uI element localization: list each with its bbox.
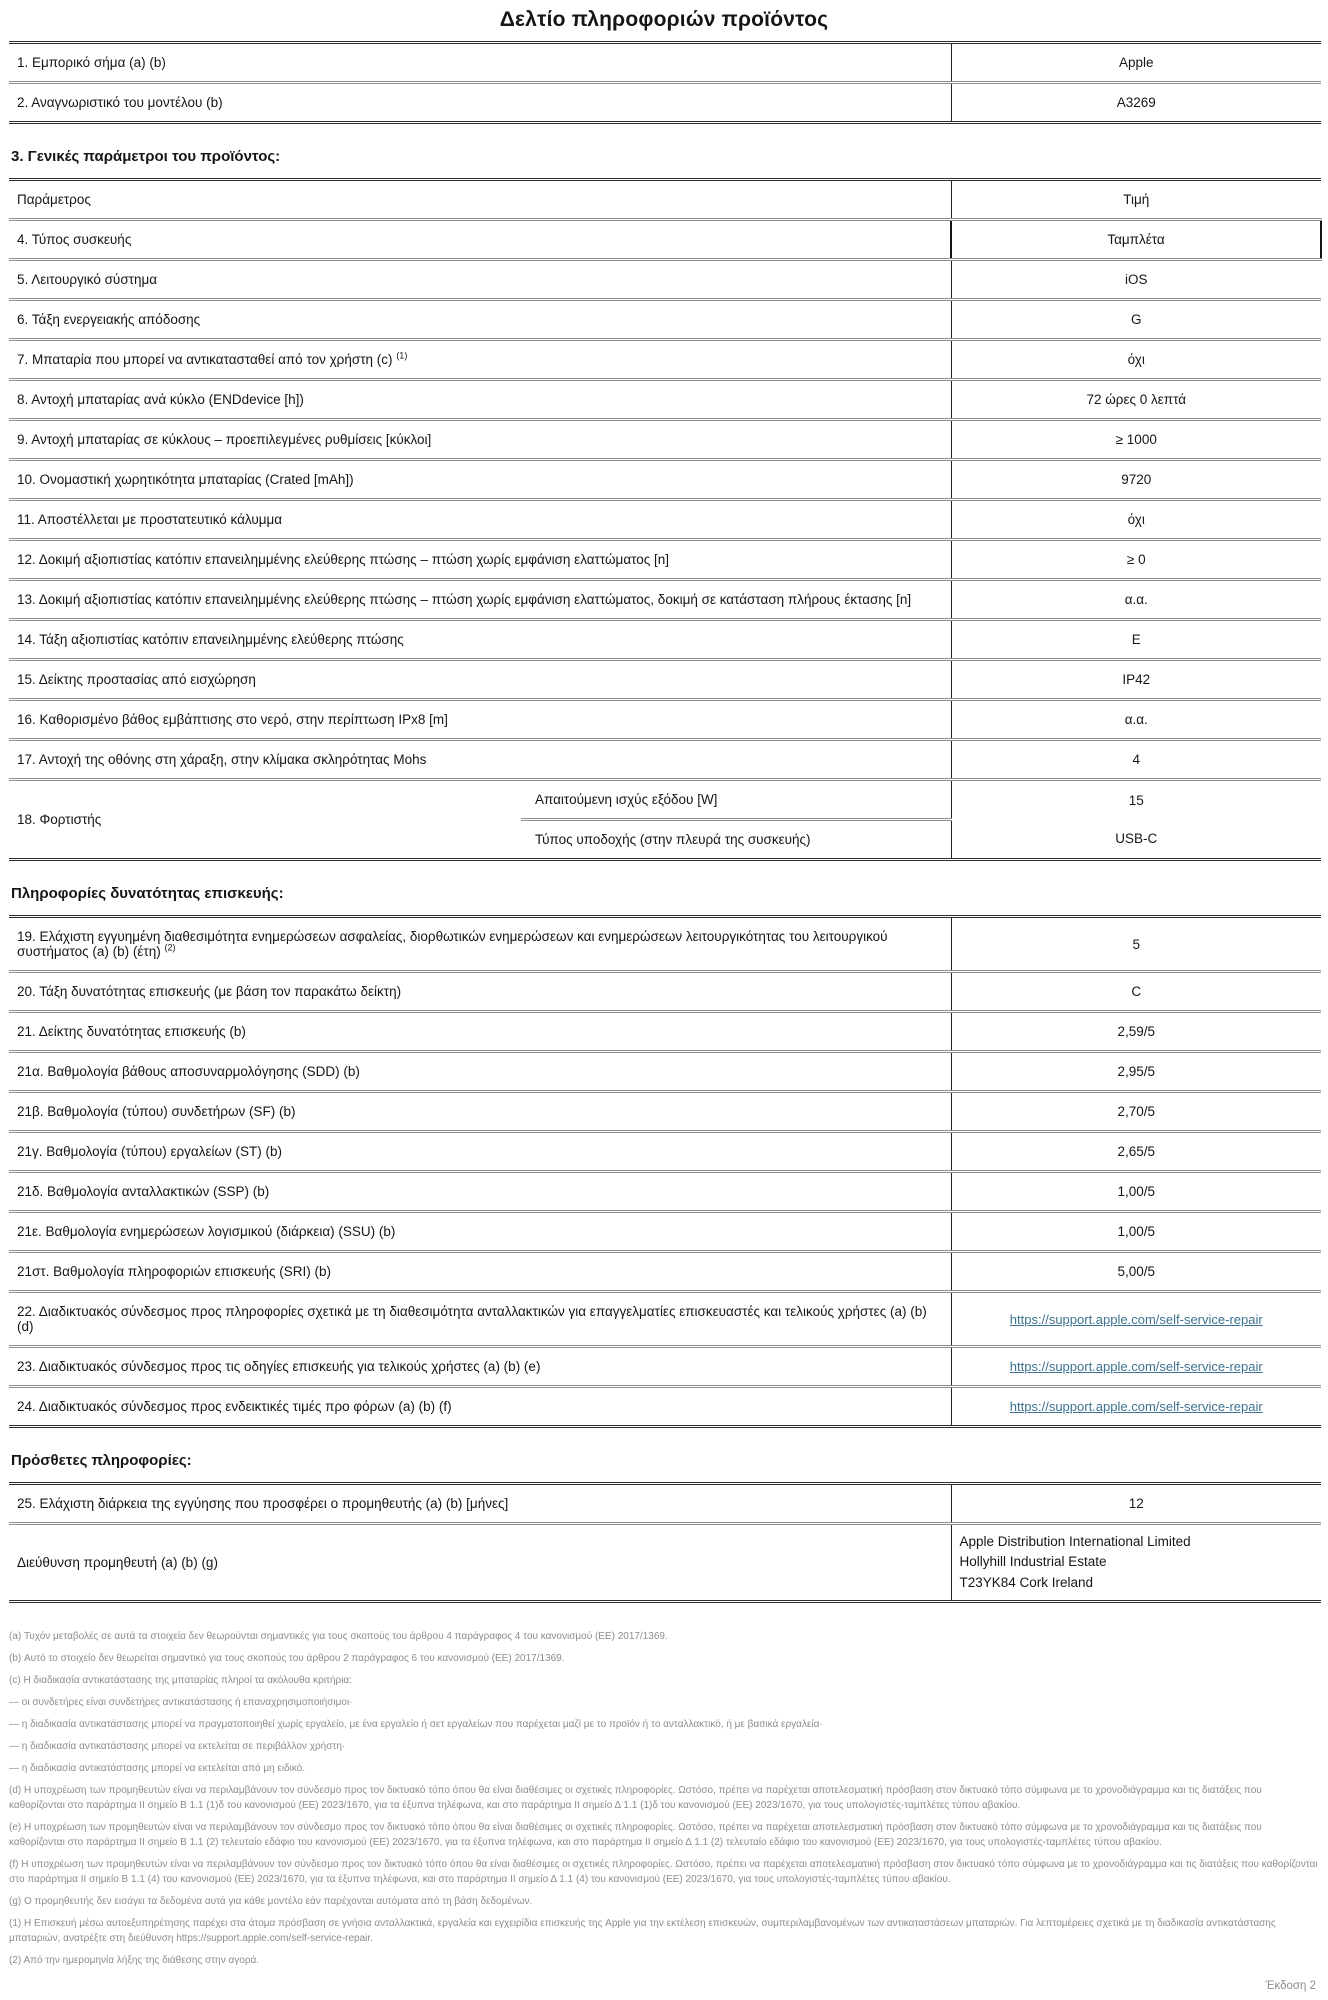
- footnote: — η διαδικασία αντικατάστασης μπορεί να εκτελείται από μη ειδικό.: [9, 1762, 306, 1774]
- footnotes-block: [9, 1629, 1319, 1968]
- footnote: (e) Η υποχρέωση των προμηθευτών είναι να περιλαμβάνουν τον σύνδεσμο προς τον δικτυακό τόπο όπου θα είναι διαθέσιμες οι σχετικές πληροφορίες. Ωστόσο, πρέπει να παρέχεται αποτελεσματική πρόσβαση στον δικτυακό τόπο σύμφωνα με το χρονοδιάγραμμα και τις διατάξεις που καθορίζονται στο παράρτημα II σημείο B 1.1 (2) τελευταίο εδάφιο του κανονισμού (ΕΕ) 2023/1670, για τα έξυπνα τηλέφωνα, και στο παράρτημα II σημείο Δ 1.1 (2) τελευταίο εδάφιο του κανονισμού (ΕΕ) 2023/1670, για τους υπολογιστές-ταμπλέτες τύπου αβακίου.: [9, 1821, 1262, 1848]
- row-value: USB-C: [951, 820, 1321, 860]
- table-row: [9, 43, 1321, 83]
- row-value: 2,70/5: [951, 1092, 1321, 1132]
- footnote: (b) Αυτό το στοιχείο δεν θεωρείται σημαντικό για τους σκοπούς του άρθρου 2 παράγραφος 6 του κανονισμού (ΕΕ) 2017/1369.: [9, 1652, 565, 1664]
- row-label: 11. Αποστέλλεται με προστατευτικό κάλυμμα: [9, 500, 951, 540]
- row-label: 21γ. Βαθμολογία (τύπου) εργαλείων (ST) (b): [9, 1132, 951, 1172]
- row-value: Apple: [951, 43, 1321, 83]
- supplier-address-value: [951, 1524, 1321, 1602]
- spare-parts-link[interactable]: https://support.apple.com/self-service-repair: [1009, 1311, 1263, 1327]
- row-label-text: 19. Ελάχιστη εγγυημένη διαθεσιμότητα ενημερώσεων ασφαλείας, διορθωτικών ενημερώσεων και ενημερώσεων λειτουργικότητας του λειτουργικού συστήματος (a) (b) (έτη): [17, 929, 888, 959]
- table-row: [9, 1052, 1321, 1092]
- row-label: 24. Διαδικτυακός σύνδεσμος προς ενδεικτικές τιμές προ φόρων (a) (b) (f): [9, 1387, 951, 1427]
- row-value: G: [951, 300, 1321, 340]
- row-value: [951, 1387, 1321, 1427]
- param-column-header: Παράμετρος: [17, 192, 91, 207]
- table-row: [9, 380, 1321, 420]
- value-column-header: Τιμή: [951, 180, 1321, 220]
- row-label: 21δ. Βαθμολογία ανταλλακτικών (SSP) (b): [9, 1172, 951, 1212]
- row-label: 14. Τάξη αξιοπιστίας κατόπιν επανειλημμένης ελεύθερης πτώσης: [9, 620, 951, 660]
- row-value: 12: [951, 1484, 1321, 1524]
- address-line: Apple Distribution International Limited: [959, 1534, 1191, 1549]
- row-label: 8. Αντοχή μπαταρίας ανά κύκλο (ENDdevice [h]): [9, 380, 951, 420]
- row-value: ≥ 0: [951, 540, 1321, 580]
- general-table: [9, 178, 1322, 861]
- version-label: Έκδοση 2: [1265, 1980, 1316, 1992]
- address-line: T23YK84 Cork Ireland: [959, 1574, 1094, 1590]
- charger-group: [9, 780, 1321, 860]
- table-row: [9, 1387, 1321, 1427]
- footnote: — οι συνδετήρες είναι συνδετήρες αντικατάστασης ή επαναχρησιμοποιήσιμοι·: [9, 1696, 353, 1708]
- table-row: [9, 420, 1321, 460]
- row-value: E: [951, 620, 1321, 660]
- footnote: (f) Η υποχρέωση των προμηθευτών είναι να περιλαμβάνουν τον σύνδεσμο προς τον δικτυακό τόπο όπου θα είναι διαθέσιμες οι σχετικές πληροφορίες. Ωστόσο, πρέπει να παρέχεται αποτελεσματική πρόσβαση στον δικτυακό τόπο σύμφωνα με το χρονοδιάγραμμα και τις διατάξεις που καθορίζονται στο παράρτημα II σημείο B 1.1 (4) του κανονισμού (ΕΕ) 2023/1670, για τα έξυπνα τηλέφωνα, και στο παράρτημα II σημείο Δ 1.1 (4) του κανονισμού (ΕΕ) 2023/1670, για τους υπολογιστές-ταμπλέτες τύπου αβακίου.: [9, 1858, 1318, 1885]
- row-label: 21στ. Βαθμολογία πληροφοριών επισκευής (SRI) (b): [9, 1252, 951, 1292]
- table-row: [9, 260, 1321, 300]
- table-row: [9, 500, 1321, 540]
- row-value: 2,59/5: [951, 1012, 1321, 1052]
- repair-table: [9, 915, 1321, 1428]
- footnote: (1) Η Επισκευή μέσω αυτοεξυπηρέτησης παρέχει στα άτομα πρόσβαση σε γνήσια ανταλλακτικά, εργαλεία και εγχειρίδια επισκευής της Apple για την εκτέλεση επισκευών, συμπεριλαμβανομένων των αντικαταστάσεων μπαταριών. Για λεπτομέρειες σχετικά με τη διαδικασία αντικατάστασης μπαταριών, ανατρέξτε στη διεύθυνση https://support.apple.com/self-service-repair.: [9, 1917, 1276, 1944]
- footnote-ref-1: (1): [396, 350, 408, 361]
- row-value: ≥ 1000: [951, 420, 1321, 460]
- row-value: 9720: [951, 460, 1321, 500]
- row-value: [951, 1347, 1321, 1387]
- row-label: 5. Λειτουργικό σύστημα: [9, 260, 951, 300]
- table-row: [9, 1484, 1321, 1524]
- table-row: [9, 660, 1321, 700]
- table-row: [9, 340, 1321, 380]
- row-value: IP42: [951, 660, 1321, 700]
- id-table: [9, 41, 1321, 124]
- footnote: (g) Ο προμηθευτής δεν εισάγει τα δεδομένα αυτά για κάθε μοντέλο εάν παρέχονται αυτόματα από τη βάση δεδομένων.: [9, 1895, 533, 1907]
- row-value: [951, 1292, 1321, 1347]
- table-header-row: [9, 180, 1321, 220]
- table-row: [9, 1347, 1321, 1387]
- row-label: 21α. Βαθμολογία βάθους αποσυναρμολόγησης (SDD) (b): [9, 1052, 951, 1092]
- row-label: 25. Ελάχιστη διάρκεια της εγγύησης που προσφέρει ο προμηθευτής (a) (b) [μήνες]: [17, 1496, 509, 1511]
- footnote-ref-2: (2): [164, 942, 176, 953]
- table-row: [9, 700, 1321, 740]
- row-value: 1,00/5: [951, 1212, 1321, 1252]
- table-row: [9, 1012, 1321, 1052]
- row-label: 21. Δείκτης δυνατότητας επισκευής (b): [9, 1012, 951, 1052]
- row-value: όχι: [951, 340, 1321, 380]
- row-value: α.α.: [951, 580, 1321, 620]
- table-row: [9, 540, 1321, 580]
- footnote: — η διαδικασία αντικατάστασης μπορεί να πραγματοποιηθεί χωρίς εργαλείο, με ένα εργαλείο ή σετ εργαλείων που παρέχεται μαζί με το προϊόν ή το ανταλλακτικό, ή με βασικά εργαλεία·: [9, 1718, 823, 1730]
- table-row: [9, 972, 1321, 1012]
- row-label: 15. Δείκτης προστασίας από εισχώρηση: [9, 660, 951, 700]
- row-label: 12. Δοκιμή αξιοπιστίας κατόπιν επανειλημμένης ελεύθερης πτώσης – πτώση χωρίς εμφάνιση ελαττώματος [n]: [9, 540, 951, 580]
- table-row: [9, 780, 1321, 820]
- row-value: iOS: [951, 260, 1321, 300]
- row-label: 23. Διαδικτυακός σύνδεσμος προς τις οδηγίες επισκευής για τελικούς χρήστες (a) (b) (e): [9, 1347, 951, 1387]
- section-heading-additional: Πρόσθετες πληροφορίες:: [11, 1452, 192, 1469]
- row-value: Ταμπλέτα: [951, 220, 1321, 260]
- additional-table: [9, 1482, 1321, 1603]
- section-heading-general: 3. Γενικές παράμετροι του προϊόντος:: [11, 148, 281, 165]
- footnote: (c) Η διαδικασία αντικατάστασης της μπαταρίας πληροί τα ακόλουθα κριτήρια:: [9, 1674, 352, 1686]
- table-row: [9, 1212, 1321, 1252]
- table-row: [9, 917, 1321, 972]
- table-row: [9, 1524, 1321, 1602]
- table-row: [9, 83, 1321, 123]
- supplier-address-label: Διεύθυνση προμηθευτή (a) (b) (g): [9, 1524, 951, 1602]
- table-row: [9, 1252, 1321, 1292]
- row-label: 10. Ονομαστική χωρητικότητα μπαταρίας (Crated [mAh]): [9, 460, 951, 500]
- row-label: 22. Διαδικτυακός σύνδεσμος προς πληροφορίες σχετικά με τη διαθεσιμότητα ανταλλακτικών για επαγγελματίες επισκευαστές και τελικούς χρήστες (a) (b) (d): [9, 1292, 951, 1347]
- row-label: 17. Αντοχή της οθόνης στη χάραξη, στην κλίμακα σκληρότητας Mohs: [9, 740, 951, 780]
- row-label: [9, 340, 951, 380]
- row-value: 4: [951, 740, 1321, 780]
- row-value: 5: [951, 917, 1321, 972]
- address-line: Hollyhill Industrial Estate: [959, 1554, 1107, 1570]
- row-value: α.α.: [951, 700, 1321, 740]
- row-value: 2,95/5: [951, 1052, 1321, 1092]
- table-row: [9, 220, 1321, 260]
- row-value: 72 ώρες 0 λεπτά: [951, 380, 1321, 420]
- section-heading-repair: Πληροφορίες δυνατότητας επισκευής:: [11, 885, 284, 902]
- row-label: 9. Αντοχή μπαταρίας σε κύκλους – προεπιλεγμένες ρυθμίσεις [κύκλοι]: [9, 420, 951, 460]
- row-label: 1. Εμπορικό σήμα (a) (b): [17, 55, 166, 70]
- table-row: [9, 1172, 1321, 1212]
- row-value: 15: [951, 780, 1321, 820]
- table-row: [9, 580, 1321, 620]
- footnote: — η διαδικασία αντικατάστασης μπορεί να εκτελείται σε περιβάλλον χρήστη·: [9, 1740, 346, 1752]
- row-value: 2,65/5: [951, 1132, 1321, 1172]
- row-label: 4. Τύπος συσκευής: [9, 220, 951, 260]
- row-label: 13. Δοκιμή αξιοπιστίας κατόπιν επανειλημμένης ελεύθερης πτώσης – πτώση χωρίς εμφάνιση ελαττώματος, δοκιμή σε κατάσταση πλήρους έκτασης [n]: [9, 580, 951, 620]
- row-label: 2. Αναγνωριστικό του μοντέλου (b): [9, 83, 951, 123]
- row-label: [9, 917, 951, 972]
- indicative-prices-link[interactable]: https://support.apple.com/self-service-repair: [1009, 1399, 1263, 1414]
- charger-sub-label: Απαιτούμενη ισχύς εξόδου [W]: [521, 780, 951, 820]
- table-row: [9, 620, 1321, 660]
- table-row: [9, 1092, 1321, 1132]
- footnote: (d) Η υποχρέωση των προμηθευτών είναι να περιλαμβάνουν τον σύνδεσμο προς τον δικτυακό τόπο όπου θα είναι διαθέσιμες οι σχετικές πληροφορίες. Ωστόσο, πρέπει να παρέχεται αποτελεσματική πρόσβαση στον δικτυακό τόπο σύμφωνα με το χρονοδιάγραμμα και τις διατάξεις που καθορίζονται στο παράρτημα II σημείο B 1.1 (1)δ του κανονισμού (ΕΕ) 2023/1670, για τα έξυπνα τηλέφωνα, και στο παράρτημα II σημείο Δ 1.1 (1)δ του κανονισμού (ΕΕ) 2023/1670, για τους υπολογιστές-ταμπλέτες τύπου αβακίου.: [9, 1784, 1262, 1811]
- footnote: (2) Από την ημερομηνία λήξης της διάθεσης στην αγορά.: [9, 1954, 260, 1966]
- row-label: 21β. Βαθμολογία (τύπου) συνδετήρων (SF) (b): [9, 1092, 951, 1132]
- row-label: 6. Τάξη ενεργειακής απόδοσης: [9, 300, 951, 340]
- row-value: A3269: [951, 83, 1321, 123]
- row-label-text: 7. Μπαταρία που μπορεί να αντικατασταθεί από τον χρήστη (c): [17, 352, 393, 367]
- footnote: (a) Τυχόν μεταβολές σε αυτά τα στοιχεία δεν θεωρούνται σημαντικές για τους σκοπούς του άρθρου 4 παράγραφος 4 του κανονισμού (ΕΕ) 2017/1369.: [9, 1630, 668, 1642]
- charger-sub-label: Τύπος υποδοχής (στην πλευρά της συσκευής): [521, 820, 951, 860]
- table-row: [9, 740, 1321, 780]
- charger-label: 18. Φορτιστής: [9, 780, 521, 860]
- row-value: όχι: [951, 500, 1321, 540]
- row-label: 20. Τάξη δυνατότητας επισκευής (με βάση τον παρακάτω δείκτη): [9, 972, 951, 1012]
- table-row: [9, 1132, 1321, 1172]
- table-row: [9, 460, 1321, 500]
- row-label: 21ε. Βαθμολογία ενημερώσεων λογισμικού (διάρκεια) (SSU) (b): [9, 1212, 951, 1252]
- row-value: 1,00/5: [951, 1172, 1321, 1212]
- repair-instructions-link[interactable]: https://support.apple.com/self-service-repair: [1009, 1359, 1263, 1374]
- table-row: [9, 300, 1321, 340]
- row-value: C: [951, 972, 1321, 1012]
- row-label: 16. Καθορισμένο βάθος εμβάπτισης στο νερό, στην περίπτωση IPx8 [m]: [9, 700, 951, 740]
- page-title: Δελτίο πληροφοριών προϊόντος: [499, 8, 829, 31]
- table-row: [9, 1292, 1321, 1347]
- row-value: 5,00/5: [951, 1252, 1321, 1292]
